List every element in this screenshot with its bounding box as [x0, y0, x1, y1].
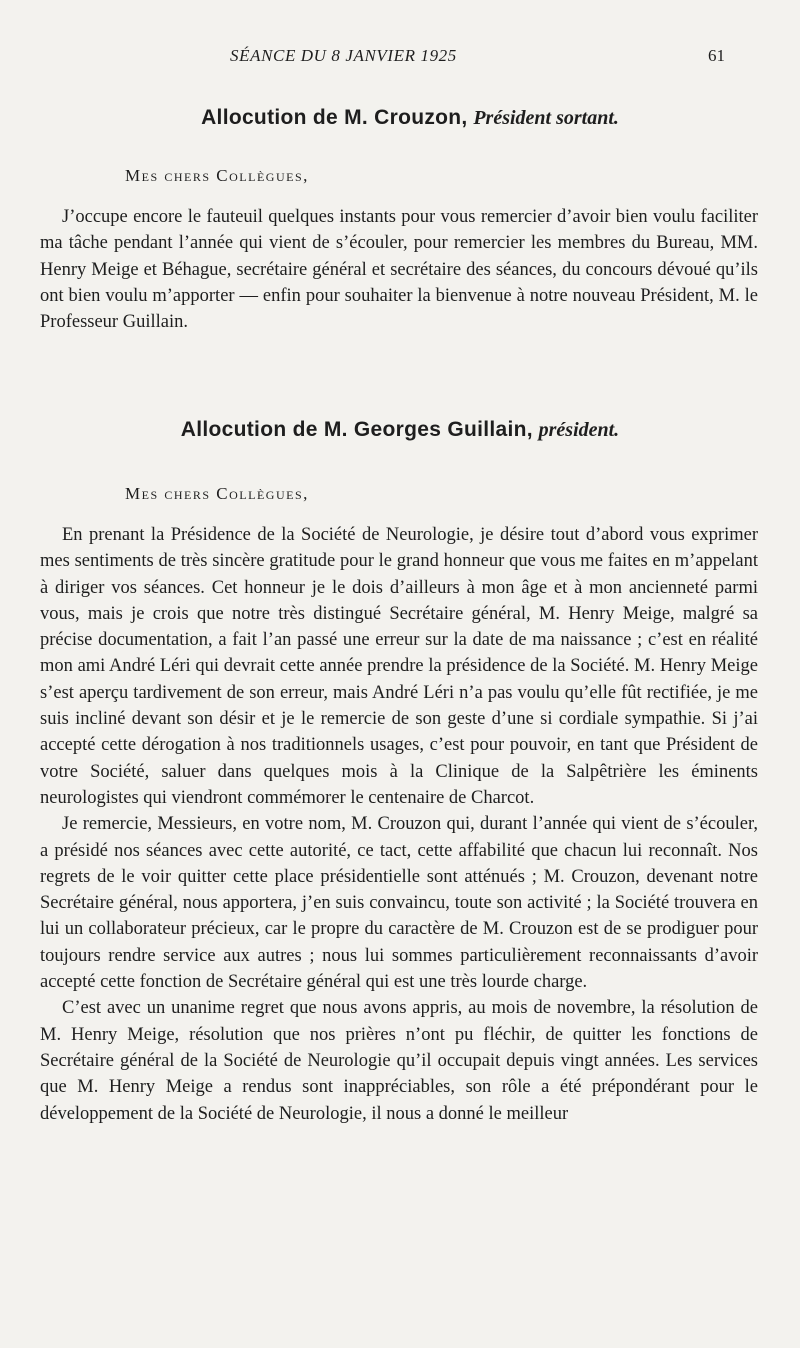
salutation: Mes chers Collègues, — [125, 484, 309, 503]
running-head-title: SÉANCE DU 8 JANVIER 1925 — [230, 46, 457, 65]
paragraph: J’occupe encore le fauteuil quelques instants pour vous remercier d’avoir bien voulu faciliter ma tâche pendant l’année qui vient de s’écouler, pour remercier les membres du Bureau, MM. Henry Meige et Béhague, secrétaire général et secrétaire des séances, du concours dévoué qu’ils ont bien voulu m’apporter — enfin pour souhaiter la bienvenue à notre nouveau Président, M. le Professeur Guillain. — [40, 207, 758, 333]
section-heading — [0, 100, 800, 135]
section-body — [40, 204, 758, 335]
heading-role: président. — [538, 419, 620, 441]
section-heading — [0, 412, 800, 447]
section-body — [40, 522, 758, 1127]
heading-main: Allocution de M. Crouzon, — [201, 106, 468, 129]
salutation: Mes chers Collègues, — [125, 166, 309, 185]
running-head — [0, 44, 800, 72]
paragraph: En prenant la Présidence de la Société de Neurologie, je désire tout d’abord vous exprimer mes sentiments de très sincère gratitude pour le grand honneur que vous me faites en m’appelant à diriger vos séances. Cet honneur je le dois d’ailleurs à mon âge et à mon ancienneté parmi vous, mais je crois que notre très distingué Secrétaire général, M. Henry Meige, malgré sa précise documentation, a fait l’an passé une erreur sur la date de ma naissance ; c’est en réalité mon ami André Léri qui devrait cette année prendre la présidence de la Société. M. Henry Meige s’est aperçu tardivement de son erreur, mais André Léri n’a pas voulu qu’elle fût rectifiée, je me suis incliné devant son désir et je le remercie de son geste d’une si cordiale sympathie. Si j’ai accepté cette dérogation à nos traditionnels usages, c’est pour pouvoir, en tant que Président de votre Société, saluer dans quelques mois à la Clinique de la Salpêtrière les éminents neurologistes qui viendront commémorer le centenaire de Charcot. — [40, 525, 758, 808]
allocution-crouzon — [0, 100, 800, 333]
paragraph: C’est avec un unanime regret que nous avons appris, au mois de novembre, la résolution de M. Henry Meige, résolution que nos prières n’ont pu fléchir, de quitter les fonctions de Secrétaire général de la Société de Neurologie qu’il occupait depuis vingt années. Les services que M. Henry Meige a rendus sont inappréciables, son rôle a été prépondérant pour le développement de la Société de Neurologie, il nous a donné le meilleur — [40, 998, 758, 1124]
page-number: 61 — [708, 46, 725, 65]
paragraph: Je remercie, Messieurs, en votre nom, M. Crouzon qui, durant l’année qui vient de s’écouler, a présidé nos séances avec cette autorité, ce tact, cette affabilité que chacun lui reconnaît. Nos regrets de le voir quitter cette place présidentielle sont atténués ; M. Crouzon, devenant notre Secrétaire général, nous apportera, j’en suis convaincu, toute son activité ; la Société trouvera en lui un collaborateur précieux, car le propre du caractère de M. Crouzon est de se prodiguer pour toujours rendre service aux autres ; nous lui sommes particulièrement reconnaissants d’avoir accepté cette fonction de Secrétaire général qui est une très lourde charge. — [40, 814, 758, 993]
heading-main: Allocution de M. Georges Guillain, — [180, 418, 533, 441]
allocution-guillain — [0, 412, 800, 1124]
heading-role: Président sortant. — [473, 107, 619, 129]
